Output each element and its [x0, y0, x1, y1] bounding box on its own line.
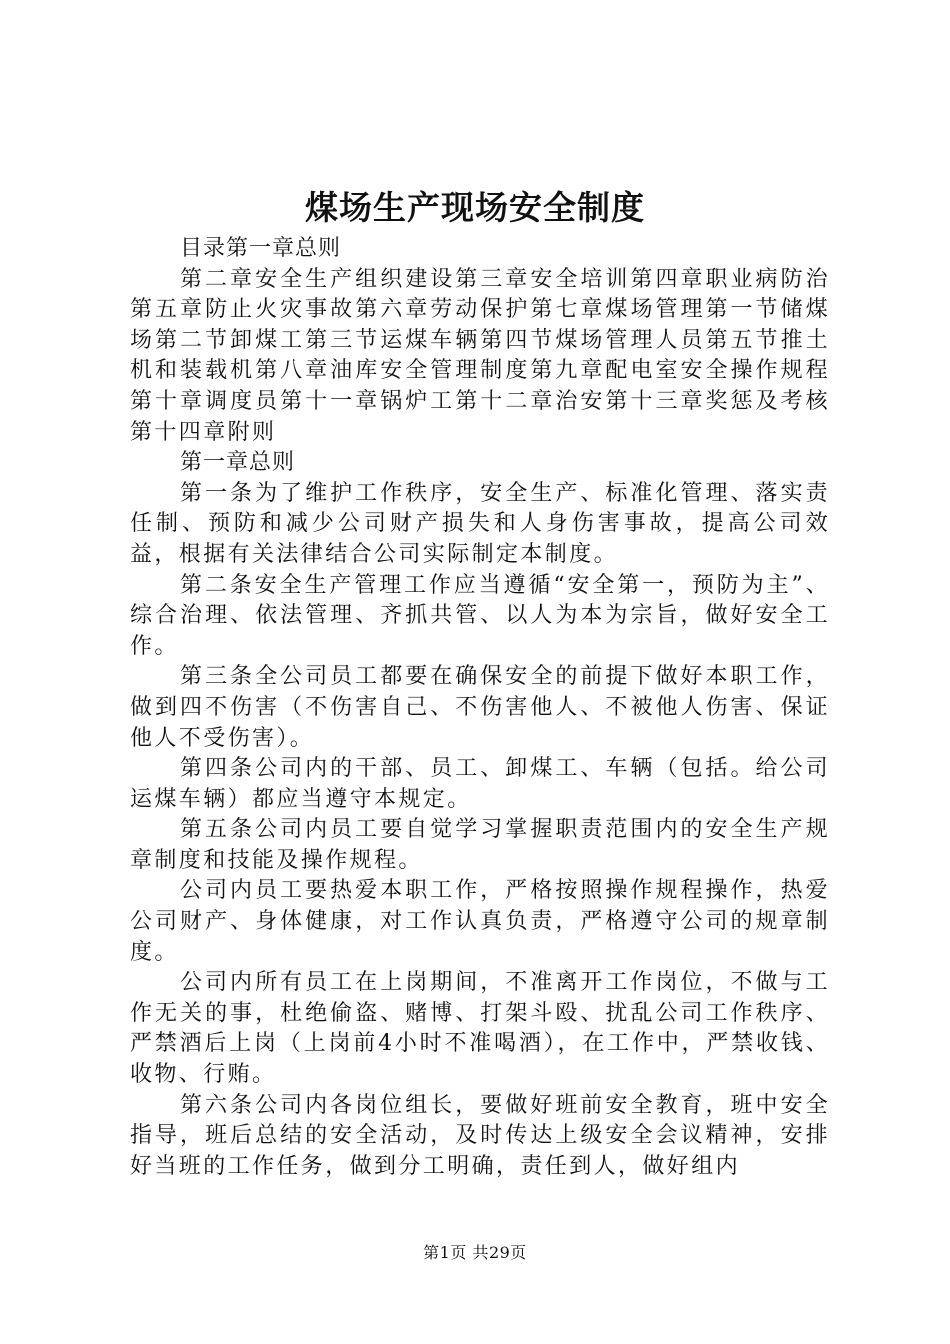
toc-heading: 目录第一章总则: [180, 236, 342, 261]
article-6: 第六条公司内各岗位组长，要做好班前安全教育，班中安全指导，班后总结的安全活动，及时传达上级安全会议精神，安排好当班的工作任务，做到分工明确，责任到人，做好组内: [130, 1092, 830, 1179]
toc-chapters: 第二章安全生产组织建设第三章安全培训第四章职业病防治第五章防止火灾事故第六章劳动保护第七章煤场管理第一节储煤场第二节卸煤工第三节运煤车辆第四节煤场管理人员第五节推土机和装载机第八章油库安全管理制度第九章配电室安全操作规程第十章调度员第十一章锅炉工第十二章治安第十三章奖惩及考核第十四章附则: [130, 266, 830, 445]
article-5: 第五条公司内员工要自觉学习掌握职责范围内的安全生产规章制度和技能及操作规程。: [130, 817, 830, 873]
document-title: 煤场生产现场安全制度: [305, 188, 645, 227]
page-number: 第1页 共29页: [423, 1243, 527, 1262]
article-2: 第二条安全生产管理工作应当遵循“安全第一，预防为主”、综合治理、依法管理、齐抓共管、以人为本为宗旨，做好安全工作。: [130, 572, 830, 659]
article-5-clause-1: 公司内员工要热爱本职工作，严格按照操作规程操作，热爱公司财产、身体健康，对工作认真负责，严格遵守公司的规章制度。: [130, 878, 830, 965]
article-4: 第四条公司内的干部、员工、卸煤工、车辆（包括。给公司运煤车辆）都应当遵守本规定。: [130, 756, 830, 812]
chapter-heading: 第一章总则: [180, 450, 296, 476]
article-3: 第三条全公司员工都要在确保安全的前提下做好本职工作，做到四不伤害（不伤害自己、不伤害他人、不被他人伤害、保证他人不受伤害）。: [130, 664, 830, 751]
article-5-clause-2: 公司内所有员工在上岗期间，不准离开工作岗位，不做与工作无关的事，杜绝偷盗、赌博、打架斗殴、扰乱公司工作秩序、严禁酒后上岗（上岗前4小时不准喝酒），在工作中，严禁收钱、收物、行贿。: [130, 970, 830, 1088]
article-1: 第一条为了维护工作秩序，安全生产、标准化管理、落实责任制、预防和减少公司财产损失和人身伤害事故，提高公司效益，根据有关法律结合公司实际制定本制度。: [130, 480, 830, 567]
document-body: [130, 234, 830, 1182]
